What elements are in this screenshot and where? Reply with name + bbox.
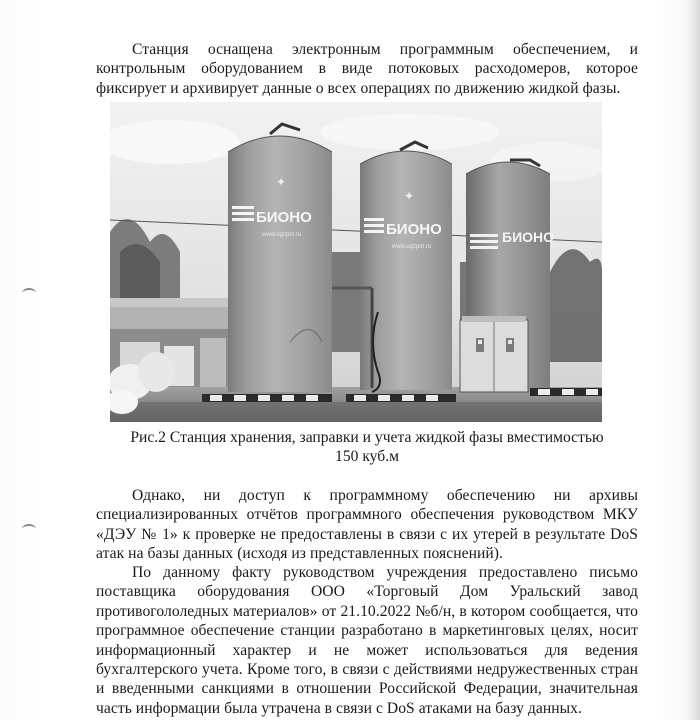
figure-caption-line-2: 150 куб.м (335, 448, 399, 466)
page-edge-shadow (686, 0, 700, 720)
punch-hole-mark (22, 524, 36, 534)
tanks-illustration (110, 102, 602, 422)
tank-3-brand: БИОНО (502, 229, 555, 245)
tank-1-url: www.ugzpm.ru (262, 232, 302, 238)
access-paragraph: Однако, ни доступ к программному обеспечению ни архивы специализированных отчётов программного обеспечения руководством МКУ «ДЭУ № 1» к проверке не предоставлены в связи с их утерей в результате DoS атак на базы данных (исходя из представленных пояснений). (96, 487, 638, 563)
tank-2-emblem-icon: ✦ (404, 189, 415, 203)
tank-1-emblem-icon: ✦ (276, 175, 287, 189)
supplier-letter-paragraph: По данному факту руководством учреждения предоставлено письмо поставщика оборудования ООО «Торговый Дом Уральский завод противогололедных материалов» от 21.10.2022 №б/н, в котором сообщается, что программное обеспечение станции разработано в маркетинговых целях, носит информационный характер и не может использоваться для ведения бухгалтерского учета. Кроме того, в связи с действиями недружественных стран и введенными санкциями в отношении Российской Федерации, значительная часть информации была утрачена в связи с DoS атаками на базу данных. (96, 564, 638, 717)
punch-hole-mark (22, 288, 36, 298)
figure-caption-line-1: Рис.2 Станция хранения, заправки и учета жидкой фазы вместимостью (130, 429, 604, 446)
tank-2-url: www.ugzpm.ru (392, 244, 432, 250)
tank-2-brand: БИОНО (386, 221, 442, 238)
figure-photo (110, 102, 602, 422)
tank-1-brand: БИОНО (256, 209, 312, 226)
intro-paragraph: Станция оснащена электронным программным обеспечением, и контрольным оборудованием в виде потоковых расходомеров, которое фиксирует и архивирует данные о всех операциях по движению жидкой фазы. (96, 41, 638, 97)
figure-caption (96, 428, 638, 467)
